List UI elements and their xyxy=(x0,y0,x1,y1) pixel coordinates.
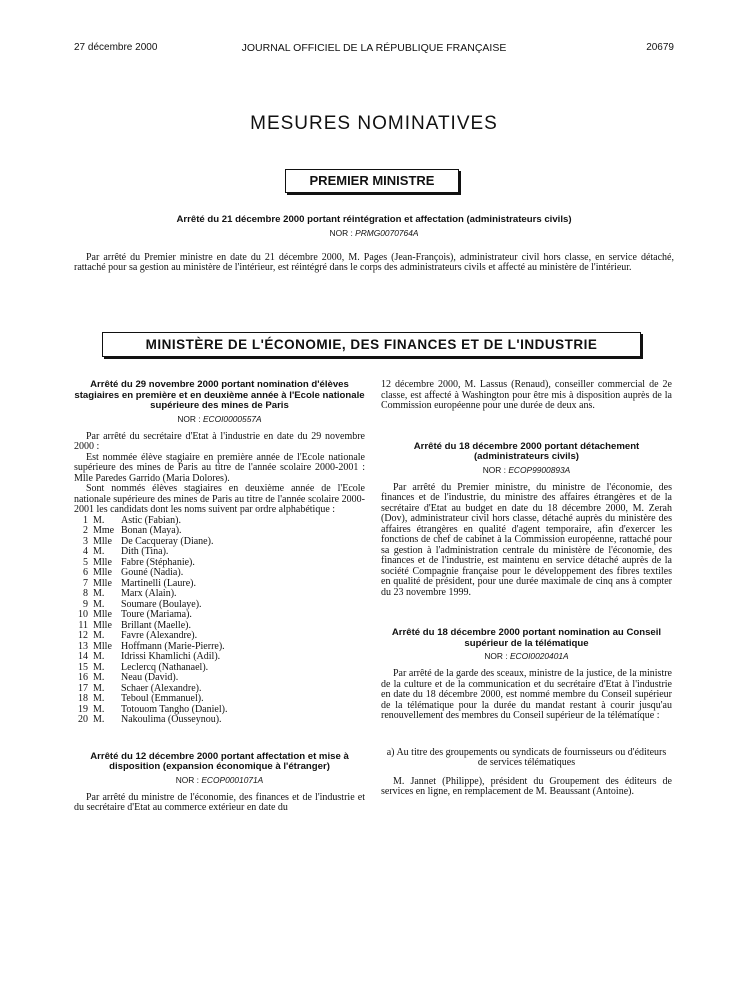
item-title: M. xyxy=(93,598,105,610)
name-list-item xyxy=(74,558,365,569)
name-list-item xyxy=(74,673,365,684)
item-number: 4 xyxy=(83,546,88,558)
article-paragraph: Par arrêté du Premier ministre en date du 21 décembre 2000, M. Pages (Jean-François), administrateur civil hors classe, en service détaché, rattaché pour sa gestion au ministère de l'intérieur, est réintégré dans le corps des administrateurs civils et affecté au ministère de l'intérieur. xyxy=(74,251,674,274)
item-number: 14 xyxy=(78,651,88,663)
article-paragraph: Par arrêté du ministre de l'économie, des finances et de l'industrie et du secrétaire d'Etat au commerce extérieur en date du xyxy=(74,791,365,814)
nor-reference xyxy=(74,775,365,785)
item-number: 1 xyxy=(83,514,88,526)
item-name: Dith (Tina). xyxy=(121,546,169,558)
names-list xyxy=(74,516,365,726)
item-title: M. xyxy=(93,630,105,642)
article-premier-ministre xyxy=(74,215,674,274)
article-paragraph: M. Jannet (Philippe), président du Groupement des éditeurs de services en ligne, en remplacement de M. Beaussant (Antoine). xyxy=(381,775,672,798)
item-number: 6 xyxy=(83,567,88,579)
nor-label: NOR : xyxy=(482,464,506,475)
item-title: Mlle xyxy=(93,567,112,579)
name-list-item xyxy=(74,610,365,621)
item-title: M. xyxy=(93,682,105,694)
article-paragraph: Par arrêté du secrétaire d'Etat à l'industrie en date du 29 novembre 2000 : xyxy=(74,430,365,453)
item-number: 10 xyxy=(78,609,88,621)
item-number: 13 xyxy=(78,640,88,652)
item-number: 5 xyxy=(83,556,88,568)
item-title: Mlle xyxy=(93,556,112,568)
nor-code: PRMG0070764A xyxy=(355,227,419,238)
subheading-groupements: a) Au titre des groupements ou syndicats de fournisseurs ou d'éditeurs de services télématiques xyxy=(386,746,667,769)
item-name: Soumare (Boulaye). xyxy=(121,598,202,610)
nor-reference xyxy=(381,651,672,661)
running-header-page-number: 20679 xyxy=(646,42,674,53)
article-body-mines xyxy=(74,432,365,516)
item-title: Mlle xyxy=(93,535,112,547)
item-name: Marx (Alain). xyxy=(121,588,177,600)
item-number: 11 xyxy=(78,619,88,631)
article-paragraph: Par arrêté de la garde des sceaux, ministre de la justice, de la ministre de la culture et de la communication et du secrétaire d'Etat à l'industrie en date du 18 décembre 2000, est nommé membre du Conseil supérieur de la télématique pour la durée du mandat restant à courir jusqu'au renouvellement des membres du Conseil supérieur de la télématique : xyxy=(381,668,672,722)
item-title: M. xyxy=(93,514,105,526)
item-number: 8 xyxy=(83,588,88,600)
item-title: M. xyxy=(93,703,105,715)
item-title: Mlle xyxy=(93,609,112,621)
item-name: Schaer (Alexandre). xyxy=(121,682,202,694)
article-paragraph: Est nommée élève stagiaire en première année de l'Ecole nationale supérieure des mines de Paris au titre de l'année scolaire 2000-2001 : Mlle Paredes Garrido (Maria Dolores). xyxy=(74,451,365,484)
item-number: 19 xyxy=(78,703,88,715)
nor-code: ECOI0020401A xyxy=(509,651,569,662)
item-name: Hoffmann (Marie-Pierre). xyxy=(121,640,225,652)
running-header-date: 27 décembre 2000 xyxy=(74,42,158,53)
name-list-item xyxy=(74,579,365,590)
item-name: Favre (Alexandre). xyxy=(121,630,198,642)
page-title: MESURES NOMINATIVES xyxy=(250,113,498,134)
section-heading-economie: MINISTÈRE DE L'ÉCONOMIE, DES FINANCES ET DE L'INDUSTRIE xyxy=(102,332,641,357)
nor-label: NOR : xyxy=(484,651,508,662)
item-name: Martinelli (Laure). xyxy=(121,577,196,589)
item-number: 17 xyxy=(78,682,88,694)
item-name: Gouné (Nadia). xyxy=(121,567,184,579)
article-body-detachement xyxy=(381,483,672,599)
name-list-item xyxy=(74,526,365,537)
item-number: 20 xyxy=(78,714,88,726)
nor-reference xyxy=(381,465,672,475)
item-name: Leclercq (Nathanael). xyxy=(121,661,209,673)
item-number: 7 xyxy=(83,577,88,589)
item-name: Toure (Mariama). xyxy=(121,609,192,621)
item-title: M. xyxy=(93,714,105,726)
name-list-item xyxy=(74,568,365,579)
item-name: Teboul (Emmanuel). xyxy=(121,693,204,705)
item-name: Totouom Tangho (Daniel). xyxy=(121,703,228,715)
item-title: Mlle xyxy=(93,640,112,652)
article-title-telematique: Arrêté du 18 décembre 2000 portant nomination au Conseil supérieur de la télématique xyxy=(391,627,662,649)
item-name: Idrissi Khamlichi (Adil). xyxy=(121,651,221,663)
item-title: M. xyxy=(93,546,105,558)
article-title-affectation: Arrêté du 12 décembre 2000 portant affectation et mise à disposition (expansion économique à l'étranger) xyxy=(90,750,349,773)
name-list-item xyxy=(74,715,365,726)
article-paragraph: 12 décembre 2000, M. Lassus (Renaud), conseiller commercial de 2e classe, est affecté à Washington pour être mis à disposition auprès de la Commission européenne pour une durée de deux ans. xyxy=(381,379,672,411)
item-name: Neau (David). xyxy=(121,672,179,684)
nor-code: ECOI0000557A xyxy=(202,413,262,424)
left-column xyxy=(74,380,365,814)
name-list-item xyxy=(74,600,365,611)
item-number: 3 xyxy=(83,535,88,547)
name-list-item xyxy=(74,537,365,548)
nor-reference xyxy=(74,228,674,238)
item-name: Brillant (Maelle). xyxy=(121,619,191,631)
item-name: Astic (Fabian). xyxy=(121,514,181,526)
item-title: M. xyxy=(93,651,105,663)
name-list-item xyxy=(74,589,365,600)
item-number: 16 xyxy=(78,672,88,684)
name-list-item xyxy=(74,547,365,558)
nor-code: ECOP0001071A xyxy=(201,774,264,785)
item-title: M. xyxy=(93,672,105,684)
item-title: Mlle xyxy=(93,577,112,589)
article-body-affectation-start xyxy=(74,793,365,814)
nor-label: NOR : xyxy=(329,227,353,238)
name-list-item xyxy=(74,621,365,632)
nor-reference xyxy=(74,414,365,424)
item-number: 15 xyxy=(78,661,88,673)
item-number: 9 xyxy=(83,598,88,610)
item-number: 12 xyxy=(78,630,88,642)
item-title: Mlle xyxy=(93,619,112,631)
item-name: De Cacqueray (Diane). xyxy=(121,535,214,547)
item-name: Nakoulima (Ousseynou). xyxy=(121,714,222,726)
article-title: Arrêté du 21 décembre 2000 portant réintégration et affectation (administrateurs civils) xyxy=(176,214,572,225)
member-paragraph xyxy=(381,777,672,798)
nor-code: ECOP9900893A xyxy=(508,464,571,475)
article-body-telematique xyxy=(381,669,672,722)
section-heading-premier-ministre: PREMIER MINISTRE xyxy=(285,169,459,193)
item-number: 18 xyxy=(78,693,88,705)
article-paragraph: Par arrêté du Premier ministre, du ministre de l'économie, des finances et de l'industrie, du ministre des affaires étrangères et de la secrétaire d'Etat au budget en date du 18 décembre 2000, M. Zerah (Dov), administrateur civil hors classe, détaché auprès du ministère des affaires étrangères en qualité d'agent temporaire, afin d'exercer les fonctions de chef de cabinet à la Commission européenne, rattaché pour sa gestion à l'administration centrale du ministère de l'économie, des finances et de l'industrie, est maintenu en service détaché auprès de la société Compagnie française pour le développement des fibres textiles en qualité de président, pour une durée maximale de cinq ans à compter du 23 novembre 1999. xyxy=(381,481,672,598)
item-title: M. xyxy=(93,661,105,673)
name-list-item xyxy=(74,652,365,663)
article-title-detachement: Arrêté du 18 décembre 2000 portant détachement (administrateurs civils) xyxy=(413,440,640,463)
item-name: Bonan (Maya). xyxy=(121,525,182,537)
name-list-item xyxy=(74,663,365,674)
item-name: Fabre (Stéphanie). xyxy=(121,556,195,568)
nor-label: NOR : xyxy=(175,774,199,785)
item-number: 2 xyxy=(83,525,88,537)
article-body-affectation-end xyxy=(381,380,672,412)
item-title: Mme xyxy=(93,525,115,537)
nor-label: NOR : xyxy=(177,413,201,424)
running-header-journal: JOURNAL OFFICIEL DE LA RÉPUBLIQUE FRANÇAISE xyxy=(241,42,507,54)
article-title-mines: Arrêté du 29 novembre 2000 portant nomination d'élèves stagiaires en première et en deuxième année à l'Ecole nationale supérieure des mines de Paris xyxy=(74,379,365,412)
name-list-item xyxy=(74,516,365,527)
item-title: M. xyxy=(93,588,105,600)
article-body xyxy=(74,253,674,274)
article-paragraph: Sont nommés élèves stagiaires en deuxième année de l'Ecole nationale supérieure des mines de Paris au titre de l'année scolaire 2000-2001 les candidats dont les noms suivent par ordre alphabétique : xyxy=(74,483,365,516)
item-title: M. xyxy=(93,693,105,705)
name-list-item xyxy=(74,684,365,695)
right-column xyxy=(381,380,672,798)
